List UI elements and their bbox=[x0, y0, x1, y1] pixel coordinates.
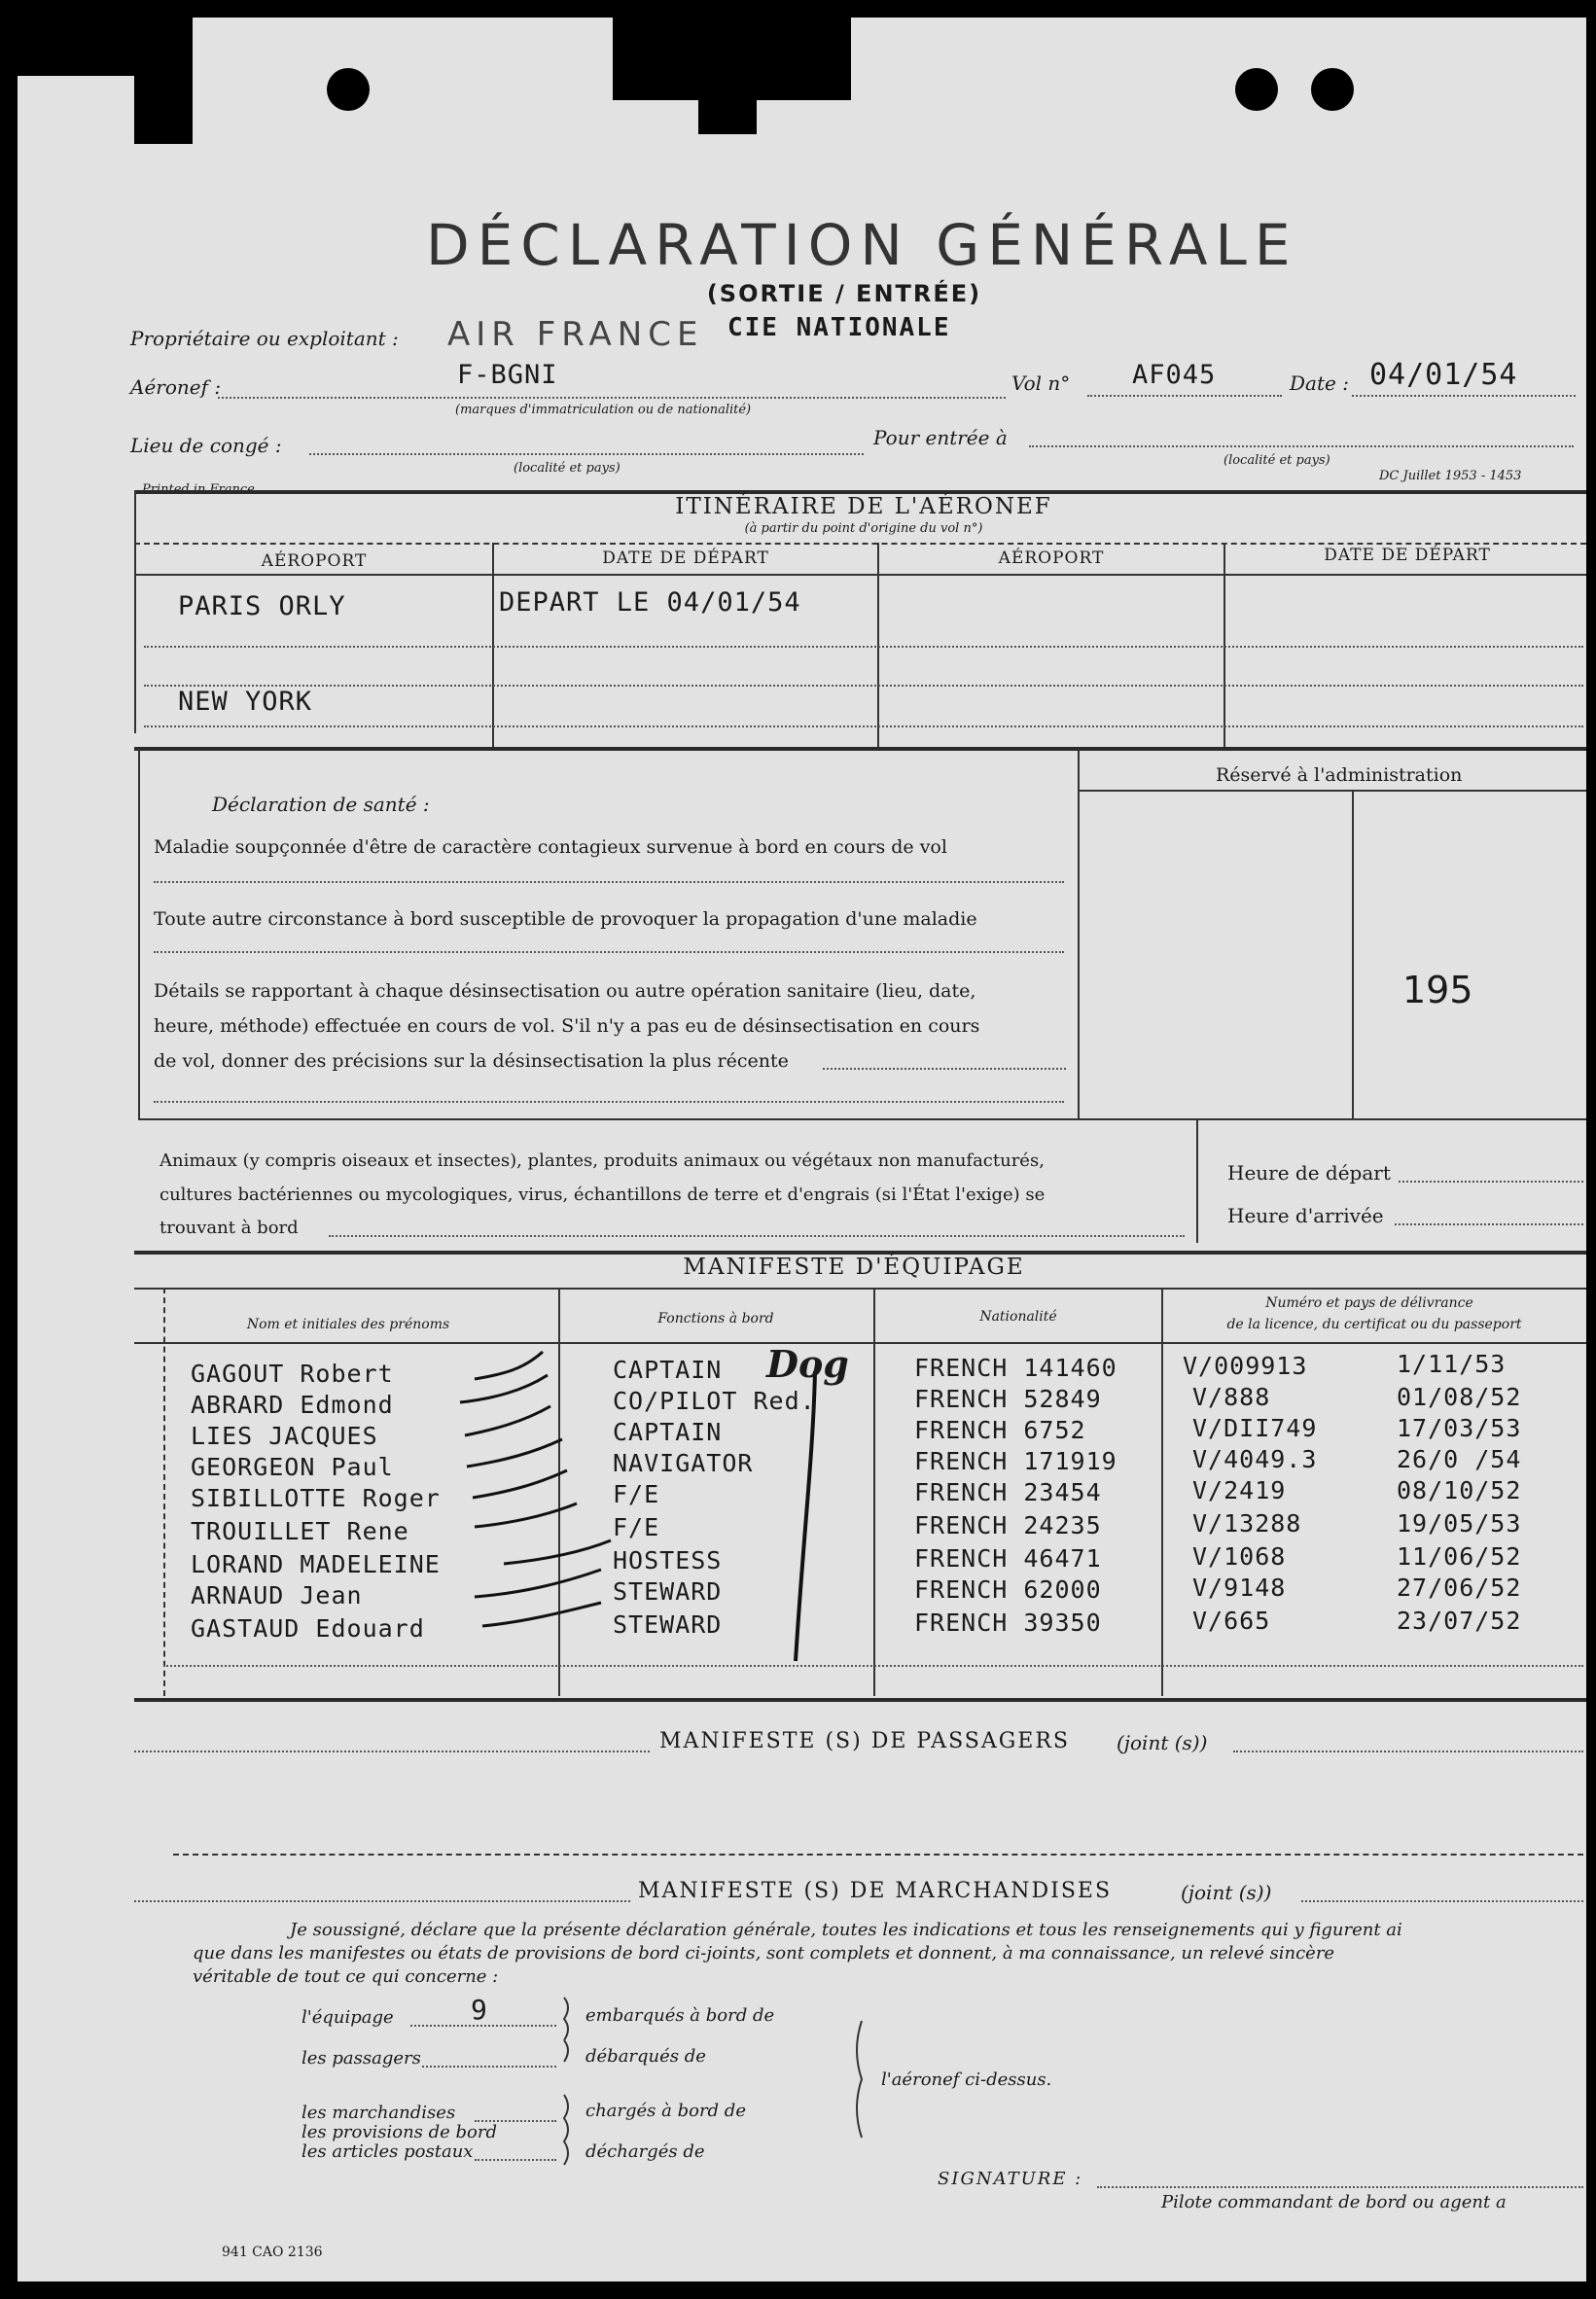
declaration-crew-value: 9 bbox=[471, 1994, 488, 2026]
declaration-mail-label: les articles postaux bbox=[301, 2141, 474, 2162]
passengers-title: MANIFESTE (S) DE PASSAGERS bbox=[659, 1729, 1070, 1753]
declaration-loaded: chargés à bord de bbox=[585, 2101, 746, 2121]
itinerary-title: ITINÉRAIRE DE L'AÉRONEF bbox=[675, 494, 1052, 519]
declaration-embarked: embarqués à bord de bbox=[585, 2005, 775, 2026]
handwritten-note: Dog bbox=[766, 1342, 849, 1386]
crew-license: V/9148 bbox=[1192, 1574, 1287, 1602]
declaration-unloaded: déchargés de bbox=[585, 2141, 705, 2162]
crew-function: CAPTAIN bbox=[613, 1356, 723, 1384]
health-line-3a: Détails se rapportant à chaque désinsectisation ou autre opération sanitaire (lieu, date, bbox=[154, 980, 976, 1002]
crew-nationality: FRENCH 141460 bbox=[914, 1354, 1117, 1382]
admin-label: Réservé à l'administration bbox=[1216, 764, 1463, 786]
crew-license-date: 08/10/52 bbox=[1397, 1476, 1522, 1504]
crew-nationality: FRENCH 46471 bbox=[914, 1544, 1102, 1573]
declaration-line-3: véritable de tout ce qui concerne : bbox=[193, 1966, 499, 1987]
date-label: Date : bbox=[1290, 371, 1349, 395]
crew-license-date: 1/11/53 bbox=[1397, 1350, 1507, 1378]
itinerary-subtitle: (à partir du point d'origine du vol n°) bbox=[744, 521, 983, 536]
health-line-3b: heure, méthode) effectuée en cours de vol. S'il n'y a pas eu de désinsectisation en cours bbox=[154, 1015, 980, 1037]
health-line-3c: de vol, donner des précisions sur la désinsectisation la plus récente bbox=[154, 1050, 789, 1072]
signer-caption: Pilote commandant de bord ou agent a bbox=[1161, 2192, 1507, 2212]
crew-license: V/665 bbox=[1192, 1607, 1271, 1635]
crew-name: ABRARD Edmond bbox=[191, 1391, 394, 1419]
flight-label: Vol n° bbox=[1011, 371, 1071, 395]
animals-line-a: Animaux (y compris oiseaux et insectes), plantes, produits animaux ou végétaux non manufacturés, bbox=[160, 1150, 1045, 1171]
signature-label: SIGNATURE : bbox=[938, 2169, 1083, 2189]
crew-col-function: Fonctions à bord bbox=[657, 1311, 774, 1326]
crew-nationality: FRENCH 39350 bbox=[914, 1609, 1102, 1637]
crew-function: F/E bbox=[613, 1513, 660, 1541]
entry-note: (localité et pays) bbox=[1224, 453, 1330, 468]
crew-function: STEWARD bbox=[613, 1610, 723, 1639]
crew-name: LORAND MADELEINE bbox=[191, 1550, 441, 1578]
goods-suffix: (joint (s)) bbox=[1181, 1881, 1272, 1904]
itinerary-airport-3: NEW YORK bbox=[178, 687, 313, 717]
crew-name: LIES JACQUES bbox=[191, 1422, 378, 1450]
flight-value: AF045 bbox=[1132, 360, 1217, 390]
itinerary-col-departure-1: DATE DE DÉPART bbox=[602, 548, 769, 568]
animals-line-b: cultures bactériennes ou mycologiques, virus, échantillons de terre et d'engrais (si l'État l'exige) se bbox=[160, 1185, 1046, 1205]
crew-nationality: FRENCH 52849 bbox=[914, 1385, 1102, 1413]
animals-line-c: trouvant à bord bbox=[160, 1218, 299, 1238]
page-subtitle: (SORTIE / ENTRÉE) bbox=[706, 280, 982, 307]
itinerary-airport-1: PARIS ORLY bbox=[178, 591, 346, 621]
declaration-line-2: que dans les manifestes ou états de provisions de bord ci-joints, sont complets et donnent, à ma connaissance, un relevé sincère bbox=[193, 1943, 1335, 1963]
crew-name: GAGOUT Robert bbox=[191, 1360, 394, 1388]
form-sheet bbox=[18, 18, 1586, 2281]
goods-title: MANIFESTE (S) DE MARCHANDISES bbox=[638, 1879, 1113, 1903]
crew-license-date: 26/0 /54 bbox=[1397, 1445, 1522, 1473]
crew-name: TROUILLET Rene bbox=[191, 1517, 409, 1545]
clearance-note: (localité et pays) bbox=[514, 461, 621, 476]
crew-function: CO/PILOT Red. bbox=[613, 1387, 816, 1415]
owner-label: Propriétaire ou exploitant : bbox=[130, 327, 399, 350]
declaration-provisions-label: les provisions de bord bbox=[301, 2122, 498, 2142]
crew-license-date: 11/06/52 bbox=[1397, 1542, 1522, 1571]
aircraft-note: (marques d'immatriculation ou de nationalité) bbox=[455, 403, 752, 417]
crew-name: GEORGEON Paul bbox=[191, 1453, 394, 1481]
crew-nationality: FRENCH 62000 bbox=[914, 1575, 1102, 1604]
crew-license-date: 01/08/52 bbox=[1397, 1383, 1522, 1411]
health-line-2: Toute autre circonstance à bord susceptible de provoquer la propagation d'une maladie bbox=[154, 908, 977, 930]
itinerary-col-airport-2: AÉROPORT bbox=[998, 548, 1105, 568]
footer-code: 941 CAO 2136 bbox=[222, 2245, 323, 2260]
owner-stamp: CIE NATIONALE bbox=[727, 313, 951, 342]
crew-title: MANIFESTE D'ÉQUIPAGE bbox=[683, 1255, 1025, 1280]
crew-col-license-a: Numéro et pays de délivrance bbox=[1265, 1295, 1473, 1311]
signature-dotline bbox=[1097, 2186, 1583, 2188]
page-title: DÉCLARATION GÉNÉRALE bbox=[426, 212, 1298, 278]
crew-license-date: 17/03/53 bbox=[1397, 1414, 1522, 1442]
crew-function: NAVIGATOR bbox=[613, 1449, 754, 1477]
bracket-lines bbox=[18, 18, 1586, 2281]
aircraft-label: Aéronef : bbox=[130, 375, 222, 399]
crew-nationality: FRENCH 23454 bbox=[914, 1478, 1102, 1506]
crew-nationality: FRENCH 24235 bbox=[914, 1511, 1102, 1539]
date-value: 04/01/54 bbox=[1369, 358, 1518, 392]
declaration-aircraft-above: l'aéronef ci-dessus. bbox=[881, 2069, 1052, 2090]
crew-col-name: Nom et initiales des prénoms bbox=[246, 1317, 450, 1332]
itinerary-col-airport-1: AÉROPORT bbox=[261, 551, 368, 571]
crew-license: V/1068 bbox=[1192, 1542, 1287, 1571]
crew-license: V/009913 bbox=[1183, 1352, 1308, 1380]
crew-license-date: 23/07/52 bbox=[1397, 1607, 1522, 1635]
passengers-suffix: (joint (s)) bbox=[1117, 1731, 1208, 1754]
printed-note: Printed in France bbox=[142, 482, 255, 497]
crew-function: HOSTESS bbox=[613, 1546, 723, 1574]
health-line-1: Maladie soupçonnée d'être de caractère contagieux survenue à bord en cours de vol bbox=[154, 836, 947, 858]
entry-label: Pour entrée à bbox=[873, 426, 1008, 449]
crew-license: V/DII749 bbox=[1192, 1414, 1318, 1442]
health-label: Déclaration de santé : bbox=[212, 793, 430, 816]
crew-name: GASTAUD Edouard bbox=[191, 1614, 425, 1643]
crew-name: SIBILLOTTE Roger bbox=[191, 1484, 441, 1512]
crew-name: ARNAUD Jean bbox=[191, 1581, 363, 1609]
crew-license: V/2419 bbox=[1192, 1476, 1287, 1504]
crew-license-date: 27/06/52 bbox=[1397, 1574, 1522, 1602]
admin-number: 195 bbox=[1402, 969, 1473, 1011]
crew-nationality: FRENCH 171919 bbox=[914, 1447, 1117, 1475]
departure-time-label: Heure de départ bbox=[1227, 1161, 1391, 1185]
arrival-time-label: Heure d'arrivée bbox=[1227, 1204, 1384, 1227]
declaration-disembarked: débarqués de bbox=[585, 2046, 706, 2067]
clearance-label: Lieu de congé : bbox=[130, 434, 282, 457]
crew-license: V/13288 bbox=[1192, 1509, 1302, 1538]
owner-value: AIR FRANCE bbox=[447, 315, 704, 354]
aircraft-value: F-BGNI bbox=[457, 360, 558, 390]
crew-license: V/4049.3 bbox=[1192, 1445, 1318, 1473]
crew-col-nationality: Nationalité bbox=[979, 1309, 1057, 1325]
crew-function: CAPTAIN bbox=[613, 1418, 723, 1446]
crew-function: F/E bbox=[613, 1480, 660, 1508]
crew-license-date: 19/05/53 bbox=[1397, 1509, 1522, 1538]
declaration-crew-label: l'équipage bbox=[301, 2007, 394, 2028]
declaration-passengers-label: les passagers bbox=[301, 2048, 421, 2069]
crew-function: STEWARD bbox=[613, 1577, 723, 1606]
itinerary-col-departure-2: DATE DE DÉPART bbox=[1324, 546, 1491, 565]
crew-nationality: FRENCH 6752 bbox=[914, 1416, 1086, 1444]
crew-col-license-b: de la licence, du certificat ou du passeport bbox=[1226, 1317, 1522, 1332]
declaration-goods-label: les marchandises bbox=[301, 2103, 456, 2123]
itinerary-departure-1: DEPART LE 04/01/54 bbox=[499, 587, 801, 618]
crew-license: V/888 bbox=[1192, 1383, 1271, 1411]
form-code: DC Juillet 1953 - 1453 bbox=[1379, 469, 1522, 483]
declaration-line-1: Je soussigné, déclare que la présente déclaration générale, toutes les indications et tous les renseignements qui y figurent ai bbox=[290, 1920, 1402, 1940]
